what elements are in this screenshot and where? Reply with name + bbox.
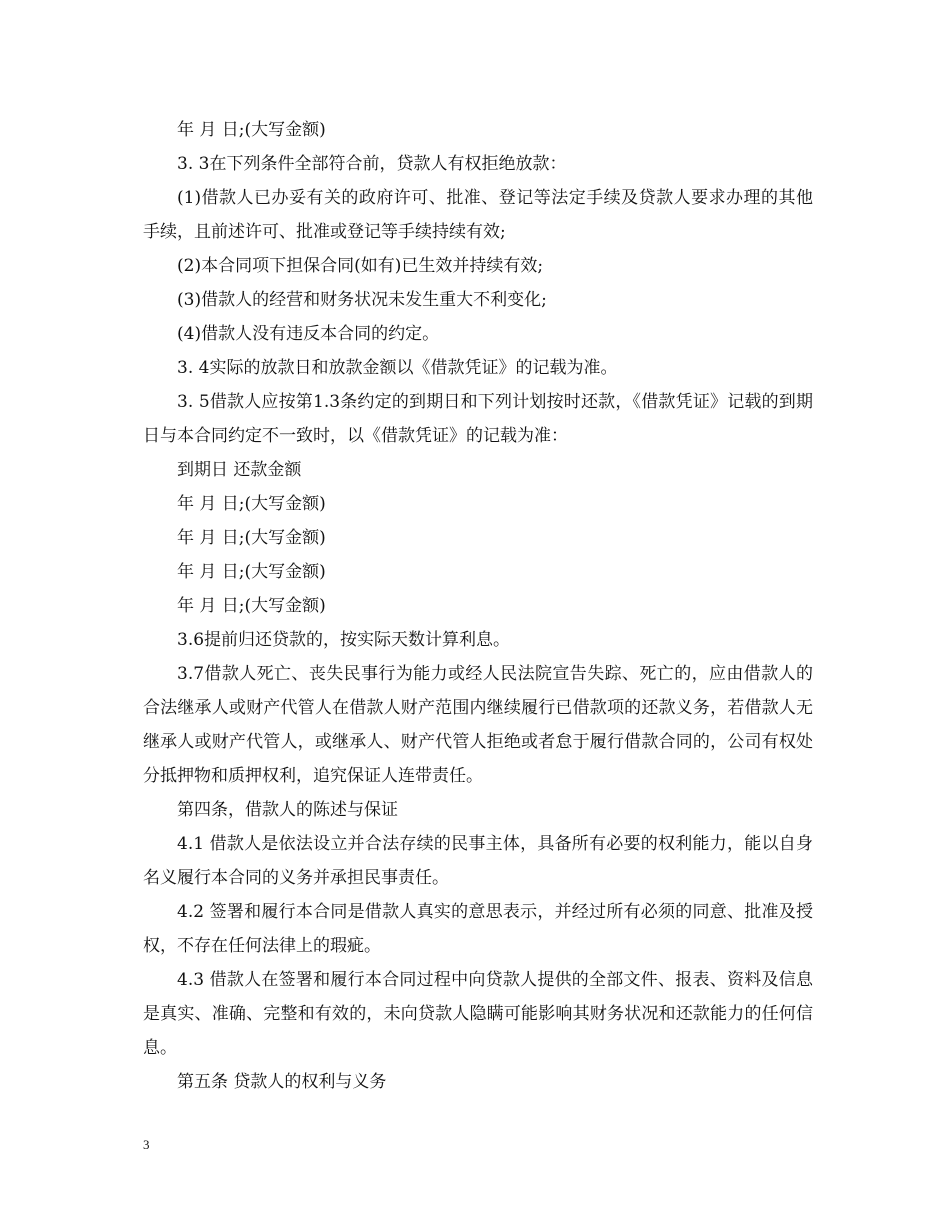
- paragraph: 年 月 日;(大写金额): [177, 596, 326, 616]
- section-heading: 第四条，借款人的陈述与保证: [177, 800, 398, 820]
- paragraph: 年 月 日;(大写金额): [177, 120, 326, 140]
- paragraph: (1)借款人已办妥有关的政府许可、批准、登记等法定手续及贷款人要求办理的其他手续，且前述许可、批准或登记等手续持续有效;: [143, 188, 813, 242]
- paragraph: 3.6提前归还贷款的，按实际天数计算利息。: [177, 630, 511, 650]
- document-body: [143, 113, 813, 1099]
- paragraph: 年 月 日;(大写金额): [177, 562, 326, 582]
- page-number: 3: [143, 1137, 150, 1152]
- paragraph: 4.2 签署和履行本合同是借款人真实的意思表示，并经过所有必须的同意、批准及授权，不存在任何法律上的瑕疵。: [143, 902, 813, 956]
- paragraph: (3)借款人的经营和财务状况未发生重大不利变化;: [177, 290, 547, 310]
- paragraph: (2)本合同项下担保合同(如有)已生效并持续有效;: [177, 256, 544, 276]
- paragraph: 3. 3在下列条件全部符合前，贷款人有权拒绝放款：: [177, 154, 567, 174]
- paragraph: (4)借款人没有违反本合同的约定。: [177, 324, 440, 344]
- paragraph: 3. 5借款人应按第1.3条约定的到期日和下列计划按时还款，《借款凭证》记载的到期日与本合同约定不一致时，以《借款凭证》的记载为准：: [143, 392, 813, 446]
- paragraph: 年 月 日;(大写金额): [177, 528, 326, 548]
- paragraph: 4.3 借款人在签署和履行本合同过程中向贷款人提供的全部文件、报表、资料及信息是真实、准确、完整和有效的，未向贷款人隐瞒可能影响其财务状况和还款能力的任何信息。: [143, 970, 813, 1058]
- paragraph: 到期日 还款金额: [177, 460, 302, 480]
- section-heading: 第五条 贷款人的权利与义务: [177, 1072, 387, 1092]
- paragraph: 3.7借款人死亡、丧失民事行为能力或经人民法院宣告失踪、死亡的，应由借款人的合法继承人或财产代管人在借款人财产范围内继续履行已借款项的还款义务，若借款人无继承人或财产代管人，或继承人、财产代管人拒绝或者怠于履行借款合同的，公司有权处分抵押物和质押权利，追究保证人连带责任。: [143, 664, 813, 786]
- paragraph: 年 月 日;(大写金额): [177, 494, 326, 514]
- paragraph: 3. 4实际的放款日和放款金额以《借款凭证》的记载为准。: [177, 358, 618, 378]
- paragraph: 4.1 借款人是依法设立并合法存续的民事主体，具备所有必要的权利能力，能以自身名义履行本合同的义务并承担民事责任。: [143, 834, 813, 888]
